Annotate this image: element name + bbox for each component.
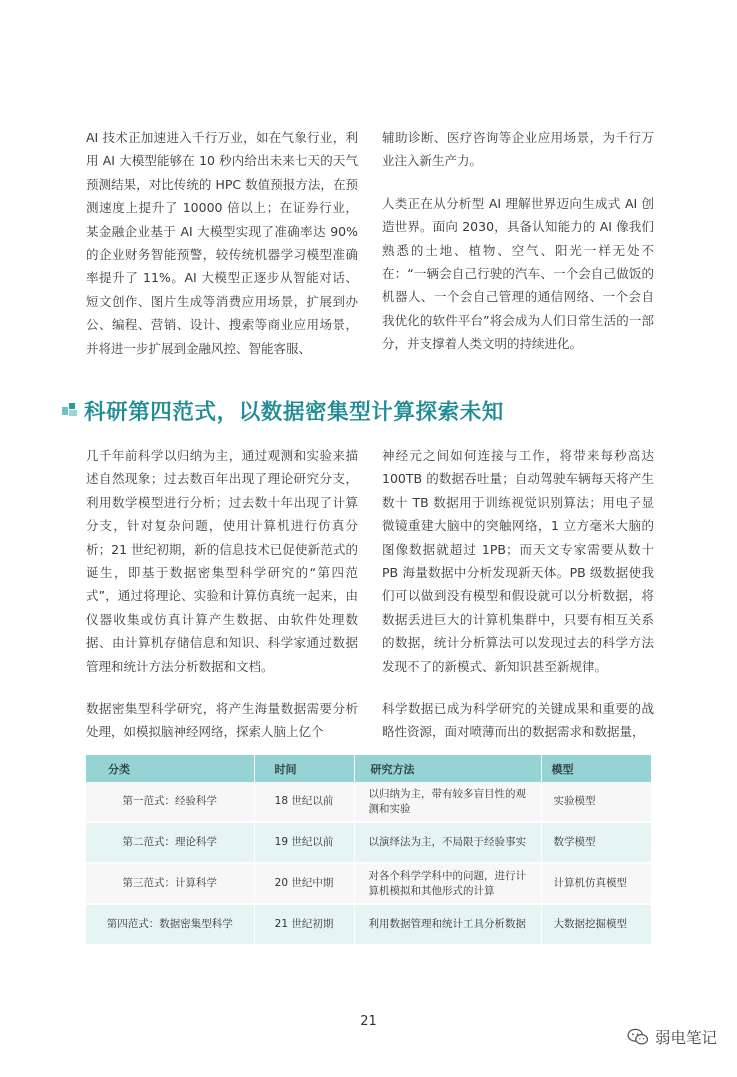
cell-model: 实验模型: [541, 782, 651, 822]
table-row: [86, 822, 651, 863]
body-paragraph-strategic-resource: 科学数据已成为科学研究的关键成果和重要的战略性资源，面对喷薄而出的数据需求和数据量，: [382, 701, 654, 740]
intro-paragraph-generative-ai: 人类正在从分析型 AI 理解世界迈向生成式 AI 创造世界。面向 2030，具备认知能力的 AI 像我们熟悉的土地、植物、空气、阳光一样无处不在：“一辆会自己行驶的汽车、一个会自己做饭的机器人、一个会自己管理的通信网络、一个会自我优化的软件平台”将会成为人们日常生活的一部分，并支撑着人类文明的持续进化。: [382, 195, 654, 352]
header-model: 模型: [541, 755, 651, 782]
cell-time: 19 世纪以前: [254, 822, 354, 863]
section-title: 科研第四范式，以数据密集型计算探索未知: [84, 399, 504, 425]
body-left-column: [86, 444, 358, 744]
table-row: [86, 782, 651, 822]
cell-model: 计算机仿真模型: [541, 863, 651, 904]
cell-time: 18 世纪以前: [254, 782, 354, 822]
header-time: 时间: [254, 755, 354, 782]
section-squares-icon: [62, 403, 78, 417]
cell-category: 第三范式：计算科学: [86, 863, 254, 904]
paradigm-table-container: [86, 755, 651, 946]
table-header-row: [86, 755, 651, 782]
cell-model: 数学模型: [541, 822, 651, 863]
cell-model: 大数据挖掘模型: [541, 904, 651, 945]
table-row: [86, 863, 651, 904]
cell-method: 以归纳为主，带有较多盲目性的观测和实验: [354, 782, 541, 822]
intro-paragraph-continuation: 辅助诊断、医疗咨询等企业应用场景，为千行万业注入新生产力。: [382, 130, 654, 169]
body-paragraph-pb-data: 神经元之间如何连接与工作，将带来每秒高达 100TB 的数据吞吐量；自动驾驶车辆每天将产生数十 TB 数据用于训练视觉识别算法；用电子显微镜重建大脑中的突触网络，1 立方毫米大脑的图像数据就超过 1PB；而天文专家需要从数十 PB 海量数据中分析发现新天体。PB 级数据使我们可以做到没有模型和假设就可以分析数据，将数据丢进巨大的计算机集群中，只要有相互关系的数据，统计分析算法可以发现过去的科学方法发现不了的新模式、新知识甚至新规律。: [382, 448, 654, 674]
intro-left-column: [86, 126, 358, 360]
table-row: [86, 904, 651, 945]
watermark-text: 弱电笔记: [654, 1029, 717, 1047]
body-right-column: [382, 444, 654, 744]
header-category: 分类: [86, 755, 254, 782]
cell-method: 以演绎法为主，不局限于经验事实: [354, 822, 541, 863]
section-heading: [62, 392, 682, 428]
body-paragraph-history: 几千年前科学以归纳为主，通过观测和实验来描述自然现象；过去数百年出现了理论研究分支，利用数学模型进行分析；过去数十年出现了计算分支，针对复杂问题，使用计算机进行仿真分析；21 世纪初期，新的信息技术已促使新范式的诞生，即基于数据密集型科学研究的“第四范式”，通过将理论、实验和计算仿真统一起来，由仪器收集或仿真计算产生数据、由软件处理数据、由计算机存储信息和知识、科学家通过数据管理和统计方法分析数据和文档。: [86, 448, 358, 674]
intro-paragraph-ai-industries: AI 技术正加速进入千行万业，如在气象行业，利用 AI 大模型能够在 10 秒内给出未来七天的天气预测结果，对比传统的 HPC 数值预报方法，在预测速度上提升了 10000 倍以上；在证券行业，某金融企业基于 AI 大模型实现了准确率达 90% 的企业财务智能预警，较传统机器学习模型准确率提升了 11%。AI 大模型正逐步从智能对话、短文创作、图片生成等消费应用场景，扩展到办公、编程、营销、设计、搜索等商业应用场景，并将进一步扩展到金融风控、智能客服、: [86, 130, 358, 356]
cell-category: 第一范式：经验科学: [86, 782, 254, 822]
header-method: 研究方法: [354, 755, 541, 782]
wechat-icon: [627, 1028, 649, 1046]
cell-method: 对各个科学学科中的问题，进行计算机模拟和其他形式的计算: [354, 863, 541, 904]
cell-time: 21 世纪初期: [254, 904, 354, 945]
cell-method: 利用数据管理和统计工具分析数据: [354, 904, 541, 945]
watermark: [627, 1026, 717, 1048]
page-number: 21: [360, 1014, 377, 1029]
cell-category: 第二范式：理论科学: [86, 822, 254, 863]
intro-right-column: [382, 126, 654, 356]
cell-category: 第四范式：数据密集型科学: [86, 904, 254, 945]
body-paragraph-data-intensive: 数据密集型科学研究，将产生海量数据需要分析处理，如模拟脑神经网络，探索人脑上亿个: [86, 701, 358, 740]
cell-time: 20 世纪中期: [254, 863, 354, 904]
paradigm-table: [86, 755, 652, 946]
